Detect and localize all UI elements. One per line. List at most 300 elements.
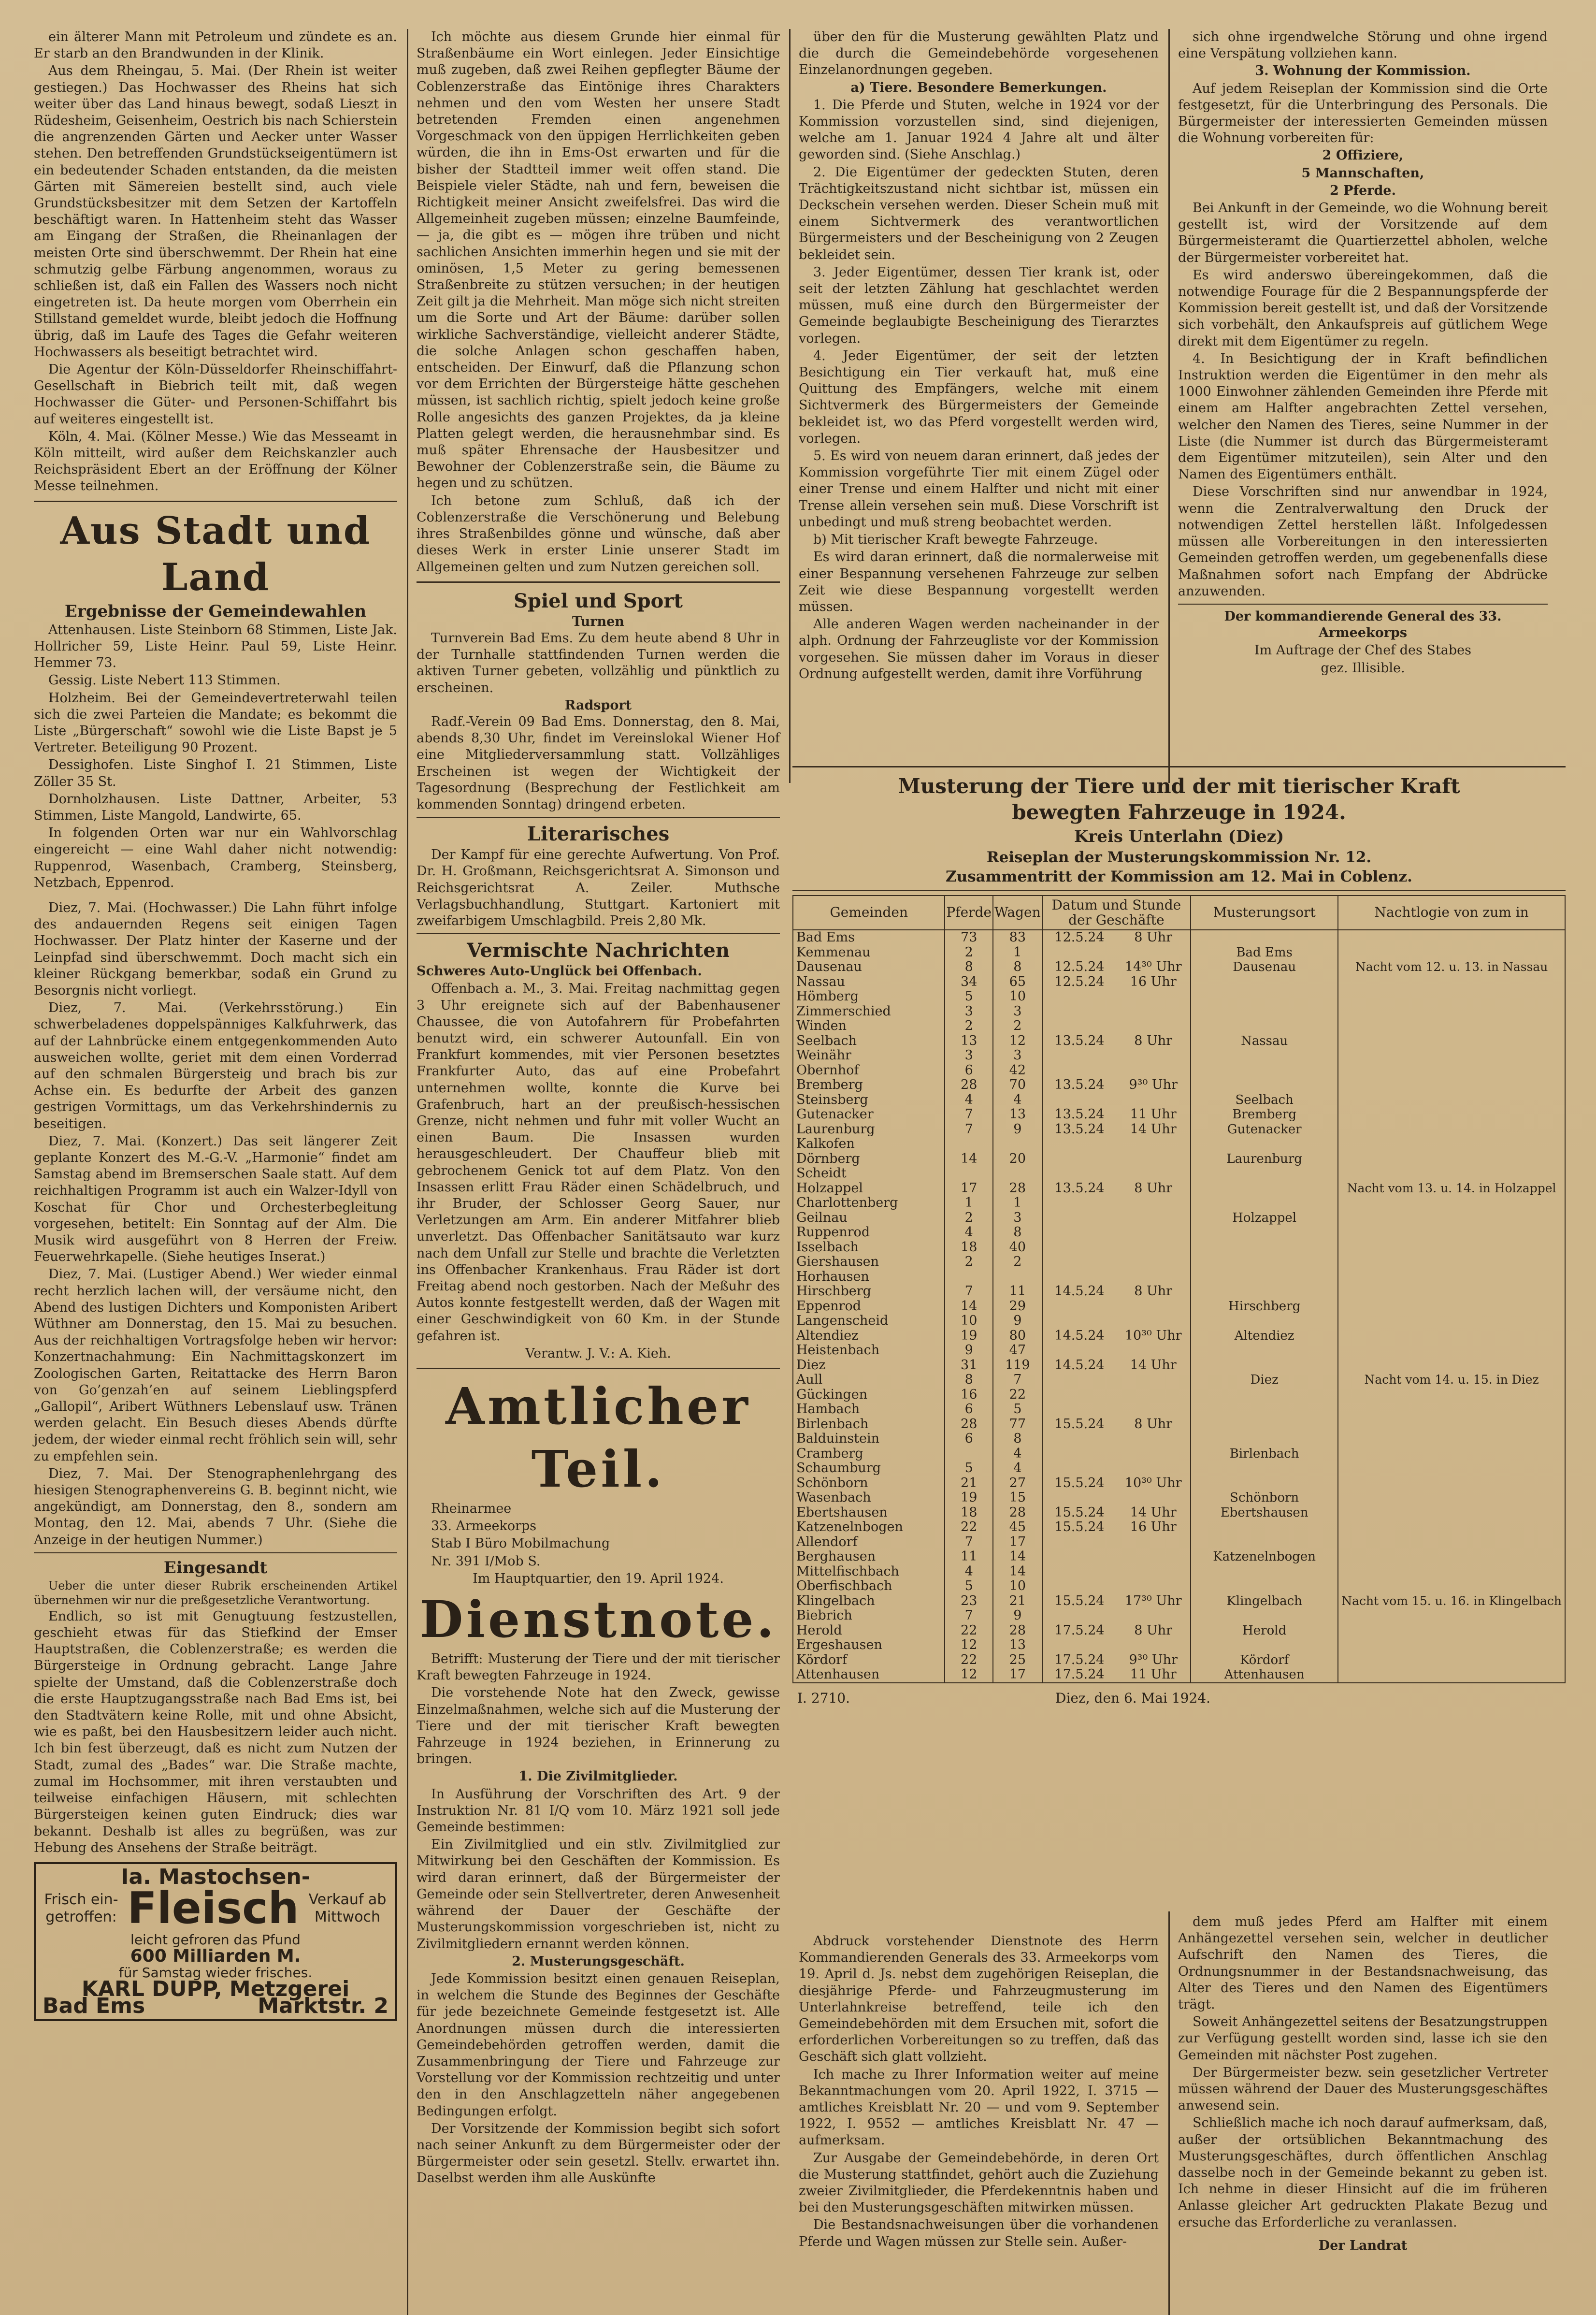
table-row: [793, 1608, 1565, 1623]
cell-pferde: 17: [945, 1181, 993, 1196]
table-row: [793, 1152, 1565, 1167]
cell-pferde: 5: [945, 1579, 993, 1594]
cell-pferde: 14: [945, 1152, 993, 1167]
cell-wagen: 14: [993, 1564, 1042, 1579]
cell-musterungsort: Attenhausen: [1191, 1667, 1338, 1683]
cell-pferde: [945, 1447, 993, 1461]
cell-pferde: 23: [945, 1594, 993, 1609]
cell-nachtlogie: [1338, 1240, 1565, 1255]
cell-nachtlogie: Nacht vom 14. u. 15. in Diez: [1338, 1373, 1565, 1388]
cell-musterungsort: [1191, 1388, 1338, 1403]
cell-gemeinde: Weinähr: [793, 1048, 945, 1063]
cell-pferde: 16: [945, 1388, 993, 1403]
cell-wagen: 45: [993, 1520, 1042, 1535]
election-result: Holzheim. Bei der Gemeindevertreterwahl teilen sich die zwei Parteien die Mandate; es bekommt die Liste „Bürgerschaft“ sowohl wie die Liste Bapst je 5 Vertreter. Beteiligung 90 Prozent.: [34, 690, 397, 755]
section-title-eingesandt: Eingesandt: [163, 1558, 268, 1577]
cell-nachtlogie: [1338, 1137, 1565, 1152]
cell-wagen: 3: [993, 1211, 1042, 1226]
cell-stunde: 8 Uhr: [1116, 1034, 1191, 1049]
letterhead-line: 33. Armeekorps: [431, 1519, 537, 1534]
cell-stunde: [1116, 1564, 1191, 1579]
table-row: [793, 1299, 1565, 1314]
literarisches-text: Der Kampf für eine gerechte Aufwertung. Von Prof. Dr. H. Großmann, Reichsgerichtsrat A. Simonson und Reichsgerichtsrat A. Zeiler. Muthsche Verlagsbuchhandlung, Stuttgart. Kartoniert mit zweifarbigem Umschlagbild. Preis 2,80 Mk.: [417, 847, 780, 928]
dienstnote-paragraph: Alle anderen Wagen werden nacheinander in der alph. Ordnung der Fahrzeugliste vor der Kommission vorgesehen. Sie müssen daher im Voraus in dieser Ordnung aufgestellt werden, damit ihre Vorführung: [799, 617, 1159, 681]
cell-gemeinde: Schönborn: [793, 1476, 945, 1491]
cell-datum: [1042, 1240, 1117, 1255]
cell-musterungsort: Kördorf: [1191, 1653, 1338, 1668]
table-row: [793, 1564, 1565, 1579]
cell-wagen: 27: [993, 1476, 1042, 1491]
column-rule: [1168, 29, 1170, 783]
cell-nachtlogie: [1338, 1299, 1565, 1314]
table-row: [793, 989, 1565, 1004]
cell-pferde: 2: [945, 1255, 993, 1270]
local-news-item: Diez, 7. Mai. (Konzert.) Das seit längerer Zeit geplante Konzert des M.-G.-V. „Harmonie“ findet am Samstag abend im Bremserschen Saale statt. Auf dem reichhaltigen Programm ist auch ein Walzer-Idyll von Koschat für Chor und Orchesterbegleitung vorgesehen, betitelt: Ein Sonntag auf der Alm. Die Musik wird ausgeführt von 8 Herren der Freiw. Feuerwehrkapelle. (Siehe heutiges Inserat.): [34, 1133, 397, 1265]
cell-datum: [1042, 1490, 1117, 1505]
cell-stunde: [1116, 1299, 1191, 1314]
cell-musterungsort: [1191, 1638, 1338, 1653]
cell-nachtlogie: [1338, 1549, 1565, 1564]
cell-nachtlogie: [1338, 1225, 1565, 1240]
cell-nachtlogie: [1338, 1476, 1565, 1491]
header-pferde: Pferde: [945, 896, 993, 930]
cell-gemeinde: Biebrich: [793, 1608, 945, 1623]
eingesandt-note: Ueber die unter dieser Rubrik erscheinenden Artikel übernehmen wir nur die preßgesetzliche Verantwortung.: [34, 1578, 397, 1607]
cell-nachtlogie: [1338, 1048, 1565, 1063]
dienstnote-paragraph: a) Tiere. Besondere Bemerkungen.: [850, 80, 1107, 95]
cell-stunde: 8 Uhr: [1116, 1181, 1191, 1196]
dienstnote-paragraph: 1. Die Pferde und Stuten, welche in 1924 vor der Kommission vorzustellen sind, sind diejenigen, welche am 1. Januar 1924 4 Jahre alt und älter geworden sind. (Siehe Anschlag.): [799, 97, 1159, 162]
cell-gemeinde: Hirschberg: [793, 1284, 945, 1299]
table-row: [793, 975, 1565, 990]
cell-gemeinde: Hambach: [793, 1402, 945, 1417]
table-row: [793, 1594, 1565, 1609]
cell-wagen: 21: [993, 1594, 1042, 1609]
cell-gemeinde: Herold: [793, 1623, 945, 1638]
cell-stunde: [1116, 1549, 1191, 1564]
verantwortlich-line: Verantw. J. V.: A. Kieh.: [525, 1346, 671, 1361]
landrat-paragraph: dem muß jedes Pferd am Halfter mit einem Anhängezettel versehen sein, welcher in deutlicher Aufschrift den Namen des Tieres, die Ordnungsnummer in der Bestandsnachweisung, das Alter des Tieres und den Namen des Eigentümers trägt.: [1178, 1914, 1548, 2012]
cell-musterungsort: [1191, 989, 1338, 1004]
cell-nachtlogie: [1338, 1447, 1565, 1461]
cell-musterungsort: Schönborn: [1191, 1490, 1338, 1505]
election-result: Gessig. Liste Nebert 113 Stimmen.: [48, 673, 281, 688]
cell-wagen: 3: [993, 1004, 1042, 1019]
cell-stunde: [1116, 1166, 1191, 1181]
table-row: [793, 1211, 1565, 1226]
cell-pferde: 31: [945, 1358, 993, 1373]
cell-gemeinde: Aull: [793, 1373, 945, 1388]
column-4: [1178, 29, 1548, 678]
dienstnote-paragraph: sich ohne irgendwelche Störung und ohne irgend eine Verspätung vollziehen kann.: [1178, 29, 1548, 61]
cell-gemeinde: Attenhausen: [793, 1667, 945, 1683]
cell-musterungsort: [1191, 1358, 1338, 1373]
cell-wagen: 20: [993, 1152, 1042, 1167]
cell-gemeinde: Kemmenau: [793, 945, 945, 960]
cell-musterungsort: [1191, 975, 1338, 990]
dienstnote-paragraph: 5. Es wird von neuem daran erinnert, daß jedes der Kommission vorgeführte Tier mit einem Zügel oder einer Trense und einem Halfter und nicht mit einer Trense allein versehen sein muß. Diese Vorschrift ist unbedingt und muß streng beobachtet werden.: [799, 449, 1159, 530]
cell-stunde: [1116, 1535, 1191, 1550]
bottom-right-column: [1178, 1914, 1548, 2255]
cell-musterungsort: [1191, 1137, 1338, 1152]
cell-musterungsort: [1191, 1078, 1338, 1093]
cell-datum: 17.5.24: [1042, 1667, 1117, 1683]
table-row: [793, 1255, 1565, 1270]
cell-musterungsort: [1191, 1476, 1338, 1491]
cell-stunde: 16 Uhr: [1116, 1520, 1191, 1535]
cell-nachtlogie: [1338, 1063, 1565, 1078]
cell-pferde: 18: [945, 1505, 993, 1520]
cell-wagen: 8: [993, 960, 1042, 975]
table-row: [793, 1358, 1565, 1373]
cell-stunde: [1116, 1579, 1191, 1594]
local-news-item: Diez, 7. Mai. (Hochwasser.) Die Lahn führt infolge des andauernden Regens seit einigen Tagen Hochwasser. Der Platz hinter der Kaserne und der Leinpfad sind überschwemmt. Doch macht sich ein kleiner Rückgang bemerkbar, sodaß ein Grund zu Besorgnis nicht vorliegt.: [34, 900, 397, 998]
cell-wagen: 40: [993, 1240, 1042, 1255]
cell-datum: [1042, 1638, 1117, 1653]
cell-stunde: [1116, 1093, 1191, 1108]
cell-pferde: 13: [945, 1034, 993, 1049]
cell-wagen: 5: [993, 1402, 1042, 1417]
cell-musterungsort: [1191, 1535, 1338, 1550]
dienstnote-paragraph: b) Mit tierischer Kraft bewegte Fahrzeuge.: [813, 532, 1098, 548]
cell-gemeinde: Ebertshausen: [793, 1505, 945, 1520]
cell-nachtlogie: [1338, 1579, 1565, 1594]
cell-pferde: 14: [945, 1299, 993, 1314]
cell-musterungsort: Bremberg: [1191, 1107, 1338, 1122]
cell-nachtlogie: [1338, 1196, 1565, 1211]
cell-pferde: 12: [945, 1667, 993, 1683]
section-title-vermischte-nachrichten: Vermischte Nachrichten: [467, 939, 730, 962]
cell-nachtlogie: Nacht vom 12. u. 13. in Nassau: [1338, 960, 1565, 975]
ad-headline: Ia. Mastochsen-: [120, 1864, 311, 1889]
cell-datum: 13.5.24: [1042, 1034, 1117, 1049]
cell-pferde: 7: [945, 1608, 993, 1623]
musterung-zusammentritt: Zusammentritt der Kommission am 12. Mai in Coblenz.: [946, 868, 1412, 885]
cell-musterungsort: [1191, 1166, 1338, 1181]
cell-pferde: 4: [945, 1225, 993, 1240]
cell-datum: [1042, 1343, 1117, 1358]
dienstnote-paragraph: Ein Zivilmitglied und ein stlv. Zivilmitglied zur Mitwirkung bei den Geschäften der Kommission. Es wird daran erinnert, daß der Bürgermeister der Gemeinde oder sein Stellvertreter, deren Anwesenheit während der Dauer der Geschäfte der Musterungskommission vorgeschrieben ist, nicht zu Zivilmitgliedern ernannt werden können.: [417, 1837, 780, 1952]
cell-wagen: 7: [993, 1373, 1042, 1388]
cell-datum: 15.5.24: [1042, 1505, 1117, 1520]
cell-musterungsort: Nassau: [1191, 1034, 1338, 1049]
cell-wagen: 119: [993, 1358, 1042, 1373]
cell-wagen: 17: [993, 1667, 1042, 1683]
table-row: [793, 1034, 1565, 1049]
cell-stunde: [1116, 1048, 1191, 1063]
cell-stunde: [1116, 1447, 1191, 1461]
cell-nachtlogie: [1338, 1608, 1565, 1623]
table-row: [793, 1490, 1565, 1505]
cell-musterungsort: [1191, 1048, 1338, 1063]
cell-stunde: 8 Uhr: [1116, 930, 1191, 945]
cell-pferde: 8: [945, 1373, 993, 1388]
table-row: [793, 1314, 1565, 1329]
cell-pferde: 5: [945, 1461, 993, 1476]
table-row: [793, 1638, 1565, 1653]
cell-gemeinde: Winden: [793, 1019, 945, 1034]
table-row: [793, 1063, 1565, 1078]
cell-gemeinde: Holzappel: [793, 1181, 945, 1196]
table-row: [793, 1284, 1565, 1299]
paragraph: Köln, 4. Mai. (Kölner Messe.) Wie das Messeamt in Köln mitteilt, wird außer dem Reichskanzler auch Reichspräsident Ebert an der Eröffnung der Kölner Messe teilnehmen.: [34, 429, 397, 494]
cell-stunde: 8 Uhr: [1116, 1623, 1191, 1638]
cell-datum: [1042, 1608, 1117, 1623]
cell-nachtlogie: [1338, 1078, 1565, 1093]
cell-wagen: 70: [993, 1078, 1042, 1093]
cell-musterungsort: [1191, 1432, 1338, 1447]
cell-wagen: 29: [993, 1299, 1042, 1314]
cell-wagen: 12: [993, 1034, 1042, 1049]
cell-datum: [1042, 945, 1117, 960]
cell-musterungsort: Klingelbach: [1191, 1594, 1338, 1609]
table-row: [793, 1225, 1565, 1240]
paragraph: Die Agentur der Köln-Düsseldorfer Rheinschiffahrt-Gesellschaft in Biebrich teilt mit, daß wegen Hochwasser die Güter- und Personen-Schiffahrt bis auf weiteres eingestellt ist.: [34, 362, 397, 427]
cell-datum: 12.5.24: [1042, 960, 1117, 975]
landrat-paragraph: Ich mache zu Ihrer Information weiter auf meine Bekanntmachungen vom 20. April 1922, I. 3715 — amtliches Kreisblatt Nr. 20 — und vom 9. September 1922, I. 9552 — amtliches Kreisblatt Nr. 47 — aufmerksam.: [799, 2067, 1159, 2148]
election-result: Dessighofen. Liste Singhof I. 21 Stimmen, Liste Zöller 35 St.: [34, 757, 397, 789]
cell-musterungsort: [1191, 1343, 1338, 1358]
cell-datum: [1042, 1299, 1117, 1314]
cell-gemeinde: Dausenau: [793, 960, 945, 975]
cell-pferde: 21: [945, 1476, 993, 1491]
table-row: [793, 1107, 1565, 1122]
dienstnote-paragraph: 2 Offiziere,: [1322, 148, 1404, 163]
dienstnote-paragraph: 1. Die Zivilmitglieder.: [518, 1769, 678, 1784]
header-gemeinden: Gemeinden: [793, 896, 945, 930]
paragraph: ein älterer Mann mit Petroleum und zündete es an. Er starb an den Brandwunden in der Klinik.: [34, 29, 397, 61]
cell-musterungsort: [1191, 1004, 1338, 1019]
cell-nachtlogie: [1338, 930, 1565, 945]
cell-nachtlogie: [1338, 1343, 1565, 1358]
cell-nachtlogie: [1338, 1255, 1565, 1270]
cell-datum: 12.5.24: [1042, 975, 1117, 990]
cell-datum: [1042, 1152, 1117, 1167]
cell-gemeinde: Dörnberg: [793, 1152, 945, 1167]
cell-nachtlogie: [1338, 1122, 1565, 1137]
cell-stunde: [1116, 1004, 1191, 1019]
cell-datum: [1042, 1447, 1117, 1461]
cell-datum: [1042, 1579, 1117, 1594]
cell-pferde: 6: [945, 1432, 993, 1447]
cell-pferde: 3: [945, 1004, 993, 1019]
cell-musterungsort: Ebertshausen: [1191, 1505, 1338, 1520]
cell-wagen: 77: [993, 1417, 1042, 1432]
cell-nachtlogie: [1338, 1535, 1565, 1550]
cell-nachtlogie: [1338, 975, 1565, 990]
cell-gemeinde: Isselbach: [793, 1240, 945, 1255]
cell-gemeinde: Bremberg: [793, 1078, 945, 1093]
header-datum: Datum und Stunde der Geschäfte: [1042, 896, 1191, 930]
cell-gemeinde: Bad Ems: [793, 930, 945, 945]
dienstnote-paragraph: Die vorstehende Note hat den Zweck, gewisse Einzelmaßnahmen, welche sich auf die Musterung der Tiere und der mit tierischer Kraft bewegten Fahrzeuge in 1924 beziehen, in Erinnerung zu bringen.: [417, 1685, 780, 1767]
cell-gemeinde: Obernhof: [793, 1063, 945, 1078]
cell-musterungsort: [1191, 1225, 1338, 1240]
dienstnote-paragraph: 2 Pferde.: [1330, 183, 1396, 198]
cell-wagen: 47: [993, 1343, 1042, 1358]
cell-wagen: [993, 1270, 1042, 1285]
cell-stunde: [1116, 1225, 1191, 1240]
cell-stunde: 16 Uhr: [1116, 975, 1191, 990]
cell-gemeinde: Berghausen: [793, 1549, 945, 1564]
dienstnote-paragraph: über den für die Musterung gewählten Platz und die durch die Gemeindebehörde vorgesehenen Einzelanordnungen gegeben.: [799, 29, 1159, 78]
ad-street: Marktstr. 2: [258, 1993, 388, 2018]
cell-nachtlogie: [1338, 1638, 1565, 1653]
cell-stunde: 14 Uhr: [1116, 1122, 1191, 1137]
cell-nachtlogie: [1338, 1623, 1565, 1638]
cell-nachtlogie: [1338, 1461, 1565, 1476]
cell-nachtlogie: [1338, 1490, 1565, 1505]
cell-datum: [1042, 1270, 1117, 1285]
cell-nachtlogie: [1338, 1093, 1565, 1108]
landrat-paragraph: Der Bürgermeister bezw. sein gesetzlicher Vertreter müssen während der Dauer des Musterungsgeschäftes anwesend sein.: [1178, 2065, 1548, 2113]
cell-pferde: 10: [945, 1314, 993, 1329]
table-row: [793, 1181, 1565, 1196]
cell-wagen: 28: [993, 1623, 1042, 1638]
cell-wagen: 11: [993, 1284, 1042, 1299]
dienstnote-paragraph: Es wird daran erinnert, daß die normalerweise mit einer Bespannung versehenen Fahrzeuge zur selben Zeit wie diese Bespannung vorgestellt werden müssen.: [799, 550, 1159, 614]
cell-wagen: 14: [993, 1549, 1042, 1564]
cell-musterungsort: [1191, 1284, 1338, 1299]
table-row: [793, 1078, 1565, 1093]
section-title-dienstnote: Dienstnote.: [419, 1590, 777, 1649]
dienstnote-paragraph: Diese Vorschriften sind nur anwendbar in 1924, wenn die Zentralverwaltung den Druck der notwendigen Zettel herstellen läßt. Infolgedessen müssen alle Vorbereitungen in den interessierten Gemeinden getroffen werden, um gegebenenfalls diese Maßnahmen sofort nach Empfang der Abdrücke anzuwenden.: [1178, 484, 1548, 599]
cell-stunde: [1116, 1152, 1191, 1167]
cell-stunde: 11 Uhr: [1116, 1667, 1191, 1683]
cell-gemeinde: Seelbach: [793, 1034, 945, 1049]
cell-musterungsort: Bad Ems: [1191, 945, 1338, 960]
table-row: [793, 1549, 1565, 1564]
cell-pferde: 34: [945, 975, 993, 990]
cell-nachtlogie: [1338, 1402, 1565, 1417]
cell-pferde: 5: [945, 989, 993, 1004]
cell-pferde: 22: [945, 1623, 993, 1638]
cell-gemeinde: Gückingen: [793, 1388, 945, 1403]
cell-datum: 15.5.24: [1042, 1417, 1117, 1432]
paragraph: Ich möchte aus diesem Grunde hier einmal für Straßenbäume ein Wort einlegen. Jeder Einsichtige muß zugeben, daß zwei Reihen gepflegter Bäume der Coblenzerstraße das Eintönige ihres Charakters nehmen und den vom Westen her unsere Stadt betretenden Fremden einen angenehmen Vorgeschmack von den üppigen Herrlichkeiten geben würden, die ihn in Ems-Ost erwarten und für die bisher der Stadtteil immer weit offen stand. Die Beispiele vieler Städte, nah und fern, beweisen die Richtigkeit meiner Ansicht zweifelsfrei. Das wird die Allgemeinheit zugeben müssen; einzelne Baumfeinde, — ja, die gibt es — mögen ihre trüben und nicht sachlichen Ansichten immerhin hegen und sie mit der ominösen, 1,5 Meter zu gering bemessenen Straßenbreite zu stützen versuchen; in der heutigen Zeit gilt ja die Mehrheit. Man möge sich nicht streiten um die Sorte und Art der Bäume: darüber sollen wirkliche Sachverständige, vielleicht anderer Städte, die solche Anlagen schon geschaffen haben, entscheiden. Der Einwurf, daß die Pflanzung schon vor dem Errichten der Bürgersteige hätte geschehen müssen, ist sachlich richtig, spielt jedoch keine große Rolle angesichts des ganzen Projektes, da ja kleine Platten gelegt werden, die herausnehmbar sind. Es muß später Ehrensache der Hausbesitzer und Bewohner der Coblenzerstraße sein, die Bäume zu hegen und zu schützen.: [417, 29, 780, 491]
cell-gemeinde: Giershausen: [793, 1255, 945, 1270]
cell-datum: 13.5.24: [1042, 1107, 1117, 1122]
cell-musterungsort: Diez: [1191, 1373, 1338, 1388]
advertisement-fleisch: [34, 1862, 397, 2021]
column-3: [799, 29, 1159, 683]
cell-musterungsort: [1191, 1579, 1338, 1594]
cell-musterungsort: [1191, 930, 1338, 945]
column-rule: [789, 29, 791, 783]
cell-stunde: [1116, 1137, 1191, 1152]
cell-nachtlogie: [1338, 989, 1565, 1004]
subsection-turnen: Turnen: [572, 614, 624, 629]
table-row: [793, 1166, 1565, 1181]
column-1: [34, 29, 397, 2021]
cell-datum: 15.5.24: [1042, 1520, 1117, 1535]
table-row: [793, 1048, 1565, 1063]
cell-gemeinde: Birlenbach: [793, 1417, 945, 1432]
cell-stunde: 14 Uhr: [1116, 1358, 1191, 1373]
cell-pferde: 2: [945, 945, 993, 960]
cell-nachtlogie: [1338, 1270, 1565, 1285]
cell-gemeinde: Ruppenrod: [793, 1225, 945, 1240]
table-row: [793, 1019, 1565, 1034]
cell-pferde: 8: [945, 960, 993, 975]
cell-nachtlogie: [1338, 1520, 1565, 1535]
cell-datum: 14.5.24: [1042, 1284, 1117, 1299]
cell-nachtlogie: [1338, 1388, 1565, 1403]
cell-pferde: 3: [945, 1048, 993, 1063]
cell-stunde: 8 Uhr: [1116, 1417, 1191, 1432]
cell-datum: 14.5.24: [1042, 1358, 1117, 1373]
cell-wagen: 4: [993, 1093, 1042, 1108]
cell-musterungsort: [1191, 1063, 1338, 1078]
cell-gemeinde: Langenscheid: [793, 1314, 945, 1329]
cell-stunde: [1116, 1608, 1191, 1623]
cell-datum: 17.5.24: [1042, 1623, 1117, 1638]
cell-pferde: 9: [945, 1343, 993, 1358]
dienstnote-paragraph: Es wird anderswo übereingekommen, daß die notwendige Fourage für die 2 Bespannungspferde der Kommission bereit gestellt ist, und daß der Vorsitzende sich vorbehält, den Ankaufspreis auf gütlichem Wege direkt mit dem Eigentümer zu regeln.: [1178, 267, 1548, 349]
table-row: [793, 1093, 1565, 1108]
election-result: Dornholzhausen. Liste Dattner, Arbeiter, 53 Stimmen, Liste Mangold, Landwirte, 65.: [34, 791, 397, 823]
cell-pferde: 18: [945, 1240, 993, 1255]
cell-nachtlogie: [1338, 1329, 1565, 1344]
cell-gemeinde: Laurenburg: [793, 1122, 945, 1137]
vermischte-text: Offenbach a. M., 3. Mai. Freitag nachmittag gegen 3 Uhr ereignete sich auf der Babenhausener Chaussee, die von Autofahrern für Probefahrten benutzt wird, ein schwerer Autounfall. Ein von Frankfurt kommendes, mit vier Personen besetztes Frankfurter Auto, das auf eine Probefahrt unternehmen wollte, konnte die Kurve bei Grafenbruch, hart an der preußisch-hessischen Grenze, nicht nehmen und fuhr mit voller Wucht an einen Baum. Die Insassen wurden herausgeschleudert. Der Chauffeur blieb mit gebrochenem Genick tot auf dem Platz. Von den Insassen erlitt Frau Räder einen Schädelbruch, und ihr Bruder, der Schlosser Georg Sauer, nur Verletzungen am Arm. Ein anderer Mitfahrer blieb unverletzt. Das Offenbacher Sanitätsauto war kurz nach dem Unfall zur Stelle und brachte die Verletzten ins Offenbacher Krankenhaus. Frau Räder ist dort Freitag abend noch gestorben. Nach der Meßuhr des Autos konnte festgestellt werden, daß der Wagen mit einer Geschwindigkeit von 60 Km. in der Stunde gefahren ist.: [417, 981, 780, 1344]
cell-datum: 13.5.24: [1042, 1078, 1117, 1093]
cell-gemeinde: Katzenelnbogen: [793, 1520, 945, 1535]
cell-wagen: 9: [993, 1608, 1042, 1623]
cell-musterungsort: Gutenacker: [1191, 1122, 1338, 1137]
table-row: [793, 1329, 1565, 1344]
cell-datum: [1042, 1373, 1117, 1388]
cell-datum: [1042, 1004, 1117, 1019]
cell-wagen: 22: [993, 1388, 1042, 1403]
hauptquartier-line: Im Hauptquartier, den 19. April 1924.: [473, 1571, 724, 1586]
signature-auftrag: Im Auftrage der Chef des Stabes: [1254, 643, 1472, 658]
cell-gemeinde: Ergeshausen: [793, 1638, 945, 1653]
cell-pferde: 6: [945, 1402, 993, 1417]
cell-musterungsort: Dausenau: [1191, 960, 1338, 975]
cell-gemeinde: Eppenrod: [793, 1299, 945, 1314]
table-row: [793, 960, 1565, 975]
table-row: [793, 1388, 1565, 1403]
cell-gemeinde: Oberfischbach: [793, 1579, 945, 1594]
musterung-block: [792, 766, 1566, 1706]
table-row: [793, 1653, 1565, 1668]
cell-wagen: 83: [993, 930, 1042, 945]
cell-pferde: 4: [945, 1564, 993, 1579]
cell-wagen: 9: [993, 1314, 1042, 1329]
table-row: [793, 1447, 1565, 1461]
cell-stunde: [1116, 1270, 1191, 1285]
cell-pferde: 7: [945, 1107, 993, 1122]
cell-datum: [1042, 1019, 1117, 1034]
cell-stunde: 8 Uhr: [1116, 1284, 1191, 1299]
cell-datum: [1042, 1402, 1117, 1417]
cell-nachtlogie: [1338, 1034, 1565, 1049]
cell-datum: 13.5.24: [1042, 1122, 1117, 1137]
cell-musterungsort: [1191, 1181, 1338, 1196]
cell-musterungsort: Hirschberg: [1191, 1299, 1338, 1314]
cell-musterungsort: Altendiez: [1191, 1329, 1338, 1344]
signature-general: Der kommandierende General des 33. Armeekorps: [1224, 608, 1502, 641]
cell-gemeinde: Diez: [793, 1358, 945, 1373]
cell-stunde: 17³⁰ Uhr: [1116, 1594, 1191, 1609]
cell-gemeinde: Zimmerschied: [793, 1004, 945, 1019]
dienstnote-paragraph: 4. Jeder Eigentümer, der seit der letzten Besichtigung ein Tier verkauft hat, muß eine Quittung des Empfängers, welche mit einem Sichtvermerk des Bürgermeisters der Gemeinde bekleidet ist, wo das Pferd vorgestellt werden wird, vorlegen.: [799, 348, 1159, 446]
table-row: [793, 1122, 1565, 1137]
cell-musterungsort: [1191, 1402, 1338, 1417]
table-row: [793, 1476, 1565, 1491]
cell-musterungsort: Seelbach: [1191, 1093, 1338, 1108]
